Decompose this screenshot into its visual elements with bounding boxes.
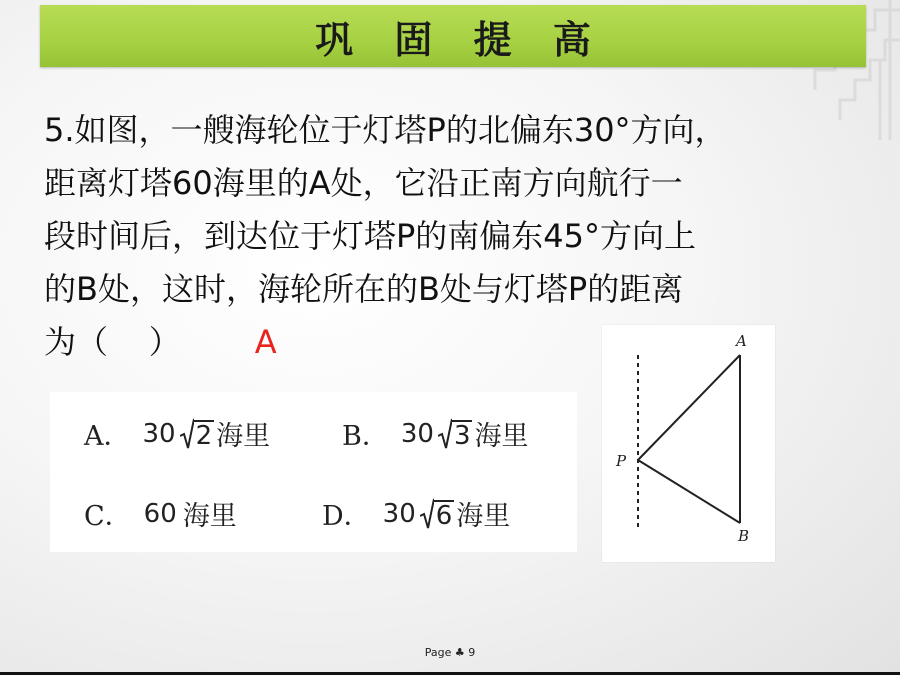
choice-d-coef: 30	[382, 498, 416, 529]
geometry-figure	[602, 325, 775, 562]
label-a: A	[736, 332, 747, 350]
choice-d-label: D．	[322, 501, 371, 532]
choice-b	[342, 414, 528, 453]
slide-title: 巩 固 提 高	[315, 16, 605, 62]
label-b: B	[738, 527, 750, 545]
choice-a-label: A．	[84, 421, 131, 452]
choice-d	[322, 494, 510, 533]
choice-a	[84, 414, 270, 453]
page-number: 9	[468, 646, 476, 659]
choice-b-radicand: 3	[453, 420, 471, 451]
choice-c-unit: 海里	[182, 501, 237, 532]
choice-d-unit: 海里	[456, 501, 511, 532]
choice-c-value: 60	[143, 498, 177, 529]
segment-pa	[638, 355, 740, 460]
triangle-diagram	[602, 325, 775, 562]
choice-c	[84, 494, 237, 533]
choice-a-coef: 30	[142, 418, 176, 449]
question-line: 5.如图，一艘海轮位于灯塔P的北偏东30°方向，	[44, 111, 727, 149]
answer-text: A	[254, 323, 277, 361]
sqrt-symbol	[180, 418, 215, 450]
question-line: 为（ ）	[44, 323, 181, 361]
title-bar	[40, 5, 866, 67]
page-label: Page	[424, 646, 452, 659]
question-line: 的B处，这时，海轮所在的B处与灯塔P的距离	[44, 270, 684, 308]
choices-box	[50, 392, 577, 552]
choice-a-unit: 海里	[216, 421, 271, 452]
sqrt-symbol	[438, 418, 473, 450]
choice-b-label: B．	[342, 421, 389, 452]
choice-c-label: C．	[84, 501, 132, 532]
choice-b-unit: 海里	[474, 421, 529, 452]
choice-b-coef: 30	[400, 418, 434, 449]
question-line: 距离灯塔60海里的A处，它沿正南方向航行一	[44, 164, 683, 202]
choice-a-radicand: 2	[195, 420, 213, 451]
label-p: P	[616, 452, 627, 470]
page-footer	[0, 646, 900, 659]
question-line: 段时间后，到达位于灯塔P的南偏东45°方向上	[44, 217, 697, 255]
club-icon: ♣	[454, 646, 465, 659]
choice-d-radicand: 6	[435, 500, 453, 531]
segment-pb	[638, 460, 740, 523]
sqrt-symbol	[420, 498, 455, 530]
